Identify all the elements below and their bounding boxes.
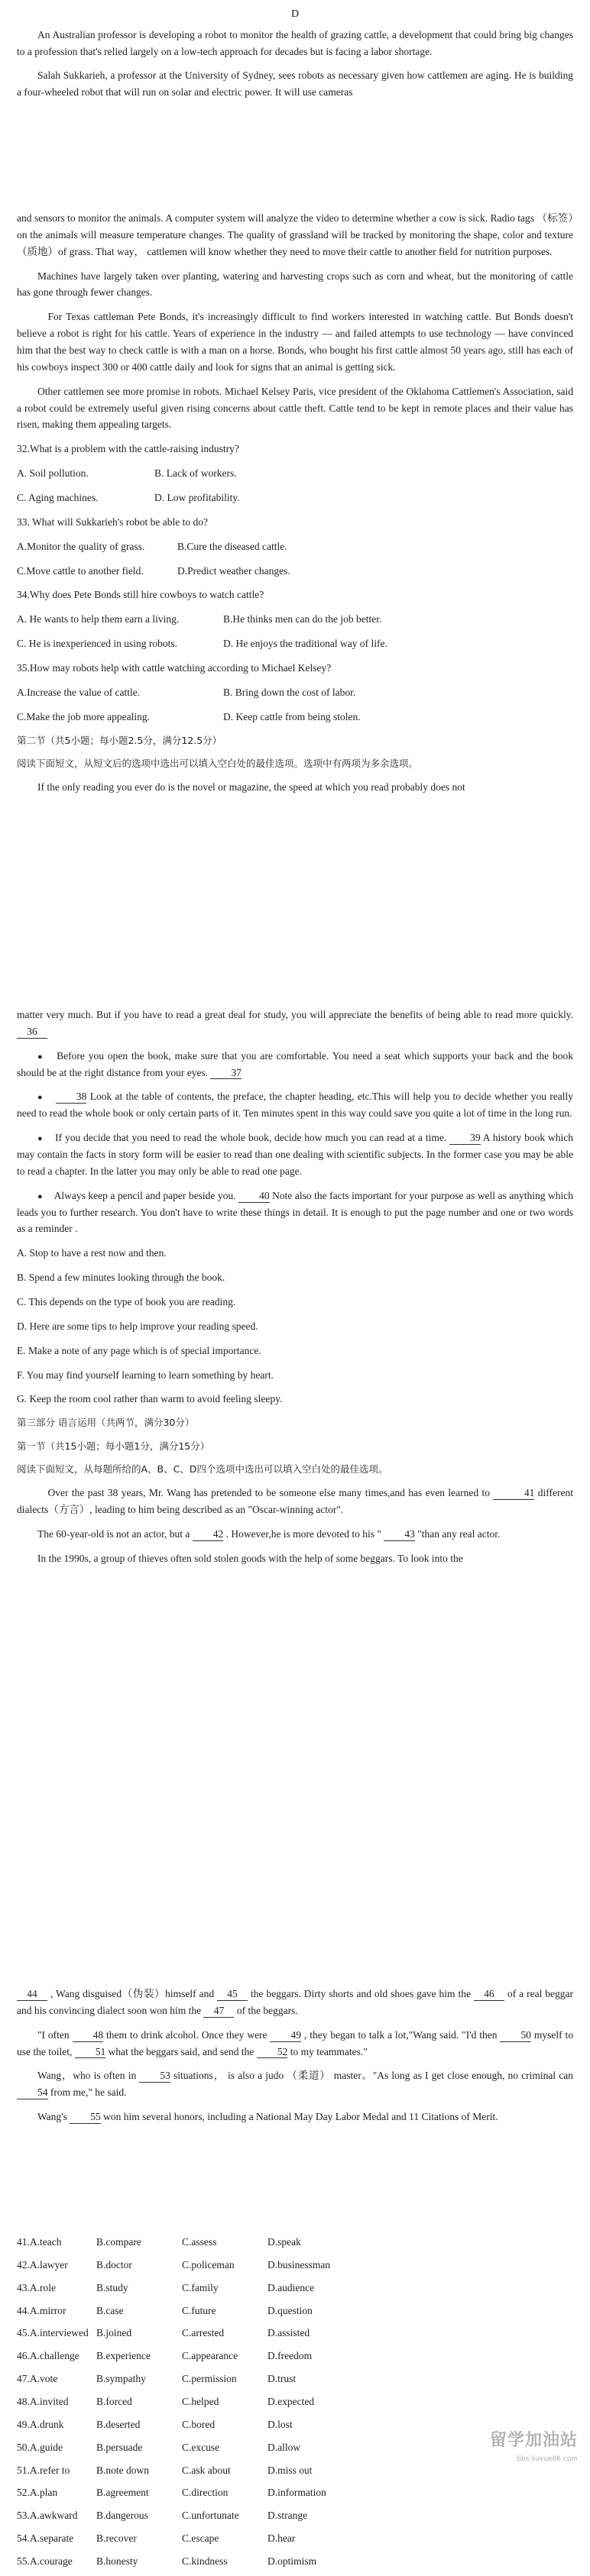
option-cell[interactable]: D.lost xyxy=(267,2418,293,2430)
blank-38[interactable]: 38 xyxy=(56,1091,87,1104)
options-row xyxy=(17,2507,573,2524)
option-cell[interactable]: D.trust xyxy=(267,2373,297,2385)
option-A[interactable]: A. Stop to have a rest now and then. xyxy=(17,1247,167,1259)
option-cell[interactable]: D.speak xyxy=(267,2236,301,2248)
passage-d-paragraph-2: Salah Sukkarieh, a professor at the University of Sydney, sees robots as necessary given how cattlemen are aging. He is building a four-wheeled robot that will run on solar and electric power. It will use cameras xyxy=(17,69,573,99)
blank-37[interactable]: 37 xyxy=(210,1068,242,1080)
option-cell[interactable]: C.bored xyxy=(182,2418,216,2430)
option-cell[interactable]: 54.A.separate xyxy=(17,2532,74,2545)
cloze-p2a: The 60-year-old is not an actor, but a xyxy=(37,1527,190,1540)
option-cell[interactable]: 45.A.interviewed xyxy=(17,2327,89,2339)
cloze-p5b: situations， is also a judo （柔道） master。"As long as I get close enough, no criminal can xyxy=(173,2070,574,2082)
blank-44[interactable]: 44 xyxy=(17,1989,47,2001)
option-cell[interactable]: B.sympathy xyxy=(96,2373,146,2385)
option-cell[interactable]: 43.A.role xyxy=(17,2281,56,2293)
option-32d[interactable]: D. Low profitability. xyxy=(154,492,240,504)
section3-subheader: 第一节（共15小题；每小题1分，满分15分） xyxy=(17,1440,210,1452)
option-cell[interactable]: B.joined xyxy=(96,2327,132,2339)
options-row xyxy=(17,2348,573,2364)
section2-p3-text: Look at the table of contents, the preface, the chapter heading, etc.This will help you to decide whether you really need to read the whole book or only certain parts of it. Ten minutes spent in this way could save you quite a lot of time in the long run. xyxy=(17,1091,574,1120)
section2-p5a-text: Always keep a pencil and paper beside you. xyxy=(53,1189,236,1201)
option-cell[interactable]: D.strange xyxy=(267,2510,308,2522)
section2-p4b-text: A history book which may contain the facts in story form will be easier to read than one dealing with scientific subjects. In the former case you may be able to read a chapter. In the latter you may only be able to read one page. xyxy=(17,1132,574,1177)
cloze-continued xyxy=(0,1986,590,2133)
option-34d[interactable]: D. He enjoys the traditional way of life. xyxy=(223,638,387,650)
blank-39[interactable]: 39 xyxy=(449,1133,481,1145)
cloze-p3e: of the beggars. xyxy=(236,2004,298,2016)
options-row xyxy=(17,2553,573,2570)
option-D[interactable]: D. Here are some tips to help improve your reading speed. xyxy=(17,1320,258,1332)
option-cell[interactable]: 49.A.drunk xyxy=(17,2418,64,2430)
cloze-p1b: different dialects（方言）, leading to him being described as an "Oscar-winning actor". xyxy=(17,1487,574,1515)
question-35-options xyxy=(0,684,590,701)
section2-p2-text: Before you open the book, make sure that you are comfortable. You need a seat which supports your back and the book should be at the right distance from your eyes. xyxy=(17,1049,574,1078)
section2-p1b-text: matter very much. But if you have to read a great deal for study, you will appreciate the benefits of being able to read more quickly. xyxy=(17,1009,573,1020)
cloze-p4c: , they began to talk a lot,"Wang said. "I'd then xyxy=(303,2028,498,2041)
blank-41[interactable]: 41 xyxy=(493,1488,534,1500)
option-cell[interactable]: B.note down xyxy=(96,2464,149,2476)
option-34b[interactable]: B.He thinks men can do the job better. xyxy=(223,613,382,625)
option-cell[interactable]: 50.A.guide xyxy=(17,2441,63,2453)
options-row xyxy=(17,2257,573,2274)
option-33c[interactable]: C.Move cattle to another field. xyxy=(17,564,144,577)
option-cell[interactable]: D.information xyxy=(267,2487,326,2499)
option-cell[interactable]: B.doctor xyxy=(96,2258,132,2271)
option-34a[interactable]: A. He wants to help them earn a living. xyxy=(17,613,180,625)
passage-d-top xyxy=(0,0,590,108)
options-row xyxy=(17,2280,573,2296)
passage-d-paragraph-1: An Australian professor is developing a robot to monitor the health of grazing cattle, a development that could bring big changes to a profession that's relied largely on a low-tech approach for decades but is facing a labor shortage. xyxy=(17,28,573,57)
options-row xyxy=(17,2303,573,2319)
question-33: 33. What will Sukkarieh's robot be able to do? xyxy=(17,516,209,528)
question-33-options xyxy=(0,538,590,555)
option-cell[interactable]: C.excuse xyxy=(182,2441,220,2453)
question-33-options-2 xyxy=(0,563,590,580)
option-cell[interactable]: C.direction xyxy=(182,2487,229,2499)
option-cell[interactable]: D.hear xyxy=(267,2532,296,2545)
watermark-logo xyxy=(490,2427,578,2465)
blank-54[interactable]: 54 xyxy=(17,2087,48,2099)
options-grid xyxy=(0,2234,590,2570)
question-32: 32.What is a problem with the cattle-raising industry? xyxy=(17,443,239,455)
option-32b[interactable]: B. Lack of workers. xyxy=(154,467,237,480)
question-32-options-2 xyxy=(0,490,590,506)
blank-45[interactable]: 45 xyxy=(217,1989,248,2001)
passage-d-continued xyxy=(0,210,590,803)
option-cell[interactable]: C.escape xyxy=(182,2532,219,2545)
option-cell[interactable]: C.kindness xyxy=(182,2555,228,2568)
blank-42[interactable]: 42 xyxy=(193,1529,224,1541)
options-row xyxy=(17,2234,573,2251)
cloze-p6a: Wang's xyxy=(37,2111,67,2123)
blank-40[interactable]: 40 xyxy=(238,1191,270,1203)
section3-instruction: 阅读下面短文，从每题所给的A、B、C、D四个选项中选出可以填入空白处的最佳选项。 xyxy=(17,1463,388,1475)
passage-heading: D xyxy=(290,8,300,20)
question-34-options xyxy=(0,611,590,628)
cloze-paragraph-6 xyxy=(0,2109,590,2125)
option-cell[interactable]: D.expected xyxy=(267,2396,315,2408)
option-cell[interactable]: B.persuade xyxy=(96,2441,143,2453)
option-cell[interactable]: C.family xyxy=(182,2281,219,2293)
cloze-paragraph-2 xyxy=(0,1526,590,1543)
option-cell[interactable]: B.recover xyxy=(96,2532,137,2545)
option-B[interactable]: B. Spend a few minutes looking through the book. xyxy=(17,1272,225,1284)
cloze-p3b: , Wang disguised（伪装）himself and xyxy=(50,1988,215,1999)
section2-instruction: 阅读下面短文，从短文后的选项中选出可以填入空白处的最佳选项。选项中有两项为多余选项。 xyxy=(17,757,419,769)
options-row xyxy=(17,2530,573,2547)
option-cell[interactable]: D.audience xyxy=(267,2281,315,2293)
cloze-p4d: myself to use the toilet, xyxy=(17,2028,574,2057)
section2-paragraph-1a: If the only reading you ever do is the novel or magazine, the speed at which you read probably does not xyxy=(37,781,465,793)
cloze-paragraph-1 xyxy=(0,1485,590,1518)
option-E[interactable]: E. Make a note of any page which is of special importance. xyxy=(17,1344,261,1356)
option-35c[interactable]: C.Make the job more appealing. xyxy=(17,710,150,722)
passage-d-paragraph-5: For Texas cattleman Pete Bonds, it's increasingly difficult to find workers interested in watching cattle. But Bonds doesn't believe a robot is right for his cattle. Years of experience in the industry — and failed attempts to use technology — have convinced him that the best way to check cattle is with a man on a horse. Bonds, who bought his first cattle almost 50 years ago, still has each of his cowboys inspect 300 or 400 cattle daily and look for signs that an animal is getting sick. xyxy=(17,311,573,373)
option-33b[interactable]: B.Cure the diseased cattle. xyxy=(177,540,287,552)
cloze-options xyxy=(0,2234,590,2576)
option-F[interactable]: F. You may find yourself learning to learn something by heart. xyxy=(17,1369,274,1381)
options-row xyxy=(17,2325,573,2342)
section2-p4a-text: If you decide that you need to read the whole book, decide how much you can read at a time. xyxy=(55,1132,447,1144)
option-cell[interactable]: C.future xyxy=(182,2304,216,2316)
blank-49[interactable]: 49 xyxy=(270,2030,301,2042)
option-cell[interactable]: B.honesty xyxy=(96,2555,138,2568)
option-cell[interactable]: 41.A.teach xyxy=(17,2236,62,2248)
option-cell[interactable]: 47.A.vote xyxy=(17,2373,58,2385)
option-cell[interactable]: C.policeman xyxy=(182,2258,235,2271)
option-34c[interactable]: C. He is inexperienced in using robots. xyxy=(17,638,177,650)
cloze-paragraph-3b xyxy=(0,1986,590,2019)
section2-paragraph-1b xyxy=(0,1007,590,1040)
question-35-options-2 xyxy=(0,709,590,726)
blank-48[interactable]: 48 xyxy=(73,2030,104,2042)
cloze-p4a: "I often xyxy=(37,2028,70,2041)
blank-52[interactable]: 52 xyxy=(257,2047,288,2059)
cloze-p4f: to my teammates." xyxy=(290,2045,368,2057)
cloze-paragraph-4 xyxy=(0,2027,590,2060)
cloze-paragraph-3a: In the 1990s, a group of thieves often sold stolen goods with the help of some beggars. To look into the xyxy=(37,1552,463,1564)
option-cell[interactable]: B.agreement xyxy=(96,2487,149,2499)
option-cell[interactable]: D.assisted xyxy=(267,2327,310,2339)
option-cell[interactable]: D.optimism xyxy=(267,2555,317,2568)
options-row xyxy=(17,2371,573,2387)
option-cell[interactable]: C.appearance xyxy=(182,2350,238,2362)
blank-50[interactable]: 50 xyxy=(500,2030,531,2042)
option-cell[interactable]: B.case xyxy=(96,2304,124,2316)
blank-36[interactable]: 36 xyxy=(17,1026,47,1039)
passage-d-paragraph-4: Machines have largely taken over planting, watering and harvesting crops such as corn and wheat, but the monitoring of cattle has gone through fewer changes. xyxy=(17,270,573,299)
question-35: 35.How may robots help with cattle watching according to Michael Kelsey? xyxy=(17,662,332,674)
blank-53[interactable]: 53 xyxy=(139,2070,170,2083)
option-cell[interactable]: 46.A.challenge xyxy=(17,2350,79,2362)
cloze-p2c: "than any real actor. xyxy=(417,1527,501,1540)
options-row xyxy=(17,2393,573,2410)
question-34-options-2 xyxy=(0,635,590,652)
option-cell[interactable]: D.businessman xyxy=(267,2258,331,2271)
option-cell[interactable]: D.miss out xyxy=(267,2464,313,2476)
option-cell[interactable]: B.forced xyxy=(96,2396,132,2408)
option-cell[interactable]: B.study xyxy=(96,2281,128,2293)
section2-p5b-text: Note also the facts important for your purpose as well as anything which leads you to further research. You don't have to write these things in detail. It is enough to put the page number and one or two words as a reminder . xyxy=(17,1189,574,1235)
cloze-p5a: Wang，who is often in xyxy=(37,2070,137,2082)
question-34: 34.Why does Pete Bonds still hire cowboys to watch cattle? xyxy=(17,589,264,601)
passage-d-paragraph-3: and sensors to monitor the animals. A computer system will analyze the video to determine whether a cow is sick. Radio tags （标签）on the animals will measure temperature changes. The quality of grassland will be tracked by monitoring the shape, color and texture （质地）of grass. That way， cattlemen will know whether they need to move their cattle to another field for nutrition purposes. xyxy=(17,212,573,257)
cloze-p4e: what the beggars said, and send the xyxy=(108,2045,254,2057)
blank-43[interactable]: 43 xyxy=(384,1529,415,1541)
cloze-p4b: them to drink alcohol. Once they were xyxy=(106,2028,267,2041)
options-row xyxy=(17,2484,573,2501)
option-33a[interactable]: A.Monitor the quality of grass. xyxy=(17,540,145,552)
option-cell[interactable]: 52.A.plan xyxy=(17,2487,58,2499)
blank-51[interactable]: 51 xyxy=(75,2047,106,2059)
option-cell[interactable]: 53.A.awkward xyxy=(17,2510,78,2522)
cloze-p3d: of a real beggar and his convincing dialect soon won him the xyxy=(17,1988,574,2016)
section2-paragraph-5 xyxy=(0,1188,590,1238)
option-35a[interactable]: A.Increase the value of cattle. xyxy=(17,686,141,698)
question-32-options xyxy=(0,465,590,482)
section2-header: 第二节（共5小题；每小题2.5分，满分12.5分） xyxy=(17,734,222,746)
section3-header: 第三部分 语言运用（共两节，满分30分） xyxy=(17,1417,195,1429)
option-cell[interactable]: D.freedom xyxy=(267,2350,313,2362)
option-cell[interactable]: 51.A.refer to xyxy=(17,2464,70,2476)
section2-paragraph-4 xyxy=(0,1130,590,1180)
option-cell[interactable]: C.arrested xyxy=(182,2327,225,2339)
option-cell[interactable]: B.dangerous xyxy=(96,2510,148,2522)
cloze-p6b: won him several honors, including a National May Day Labor Medal and 11 Citations of Merit. xyxy=(103,2111,498,2123)
option-cell[interactable]: B.experience xyxy=(96,2350,151,2362)
option-35d[interactable]: D. Keep cattle from being stolen. xyxy=(223,710,361,722)
watermark-brand: 留学加油站 xyxy=(489,2430,578,2450)
option-cell[interactable]: B.compare xyxy=(96,2236,141,2248)
passage-d-paragraph-6: Other cattlemen see more promise in robots. Michael Kelsey Paris, vice president of the Oklahoma Cattlemen's Association, said a robot could be extremely useful given rising concerns about cattle theft. Cattle tend to be kept in remote places and their value has risen, making them appealing targets. xyxy=(17,385,573,431)
option-35b[interactable]: B. Bring down the cost of labor. xyxy=(223,686,356,698)
option-cell[interactable]: 55.A.courage xyxy=(17,2555,73,2568)
option-C[interactable]: C. This depends on the type of book you are reading. xyxy=(17,1296,236,1308)
option-cell[interactable]: B.deserted xyxy=(96,2418,141,2430)
option-G[interactable]: G. Keep the room cool rather than warm to avoid feeling sleepy. xyxy=(17,1393,283,1405)
cloze-paragraph-5 xyxy=(0,2067,590,2101)
option-cell[interactable]: C.ask about xyxy=(182,2464,231,2476)
blank-46[interactable]: 46 xyxy=(474,1989,504,2001)
blank-55[interactable]: 55 xyxy=(70,2112,101,2124)
option-cell[interactable]: 44.A.mirror xyxy=(17,2304,66,2316)
cloze-p3c: the beggars. Dirty shorts and old shoes gave him the xyxy=(251,1988,471,1999)
blank-47[interactable]: 47 xyxy=(203,2006,234,2018)
option-cell[interactable]: C.helped xyxy=(182,2396,219,2408)
cloze-p5c: from me," he said. xyxy=(50,2086,127,2099)
option-cell[interactable]: C.permission xyxy=(182,2373,237,2385)
option-cell[interactable]: C.assess xyxy=(182,2236,217,2248)
option-cell[interactable]: D.question xyxy=(267,2304,313,2316)
cloze-p1a: Over the past 38 years, Mr. Wang has pretended to be someone else many times,and has even learned to xyxy=(47,1487,491,1499)
watermark-url: bbs.liuxue86.com xyxy=(517,2455,578,2464)
option-32a[interactable]: A. Soil pollution. xyxy=(17,467,89,480)
option-cell[interactable]: 42.A.lawyer xyxy=(17,2258,68,2271)
section2-paragraph-2 xyxy=(0,1048,590,1081)
option-cell[interactable]: C.unfortunate xyxy=(182,2510,239,2522)
section2-passage xyxy=(0,1007,590,1575)
section2-paragraph-3 xyxy=(0,1088,590,1122)
option-33d[interactable]: D.Predict weather changes. xyxy=(177,564,290,577)
option-32c[interactable]: C. Aging machines. xyxy=(17,492,99,504)
cloze-p2b: . However,he is more devoted to his " xyxy=(225,1527,381,1540)
option-cell[interactable]: 48.A.invited xyxy=(17,2396,69,2408)
option-cell[interactable]: D.allow xyxy=(267,2441,301,2453)
